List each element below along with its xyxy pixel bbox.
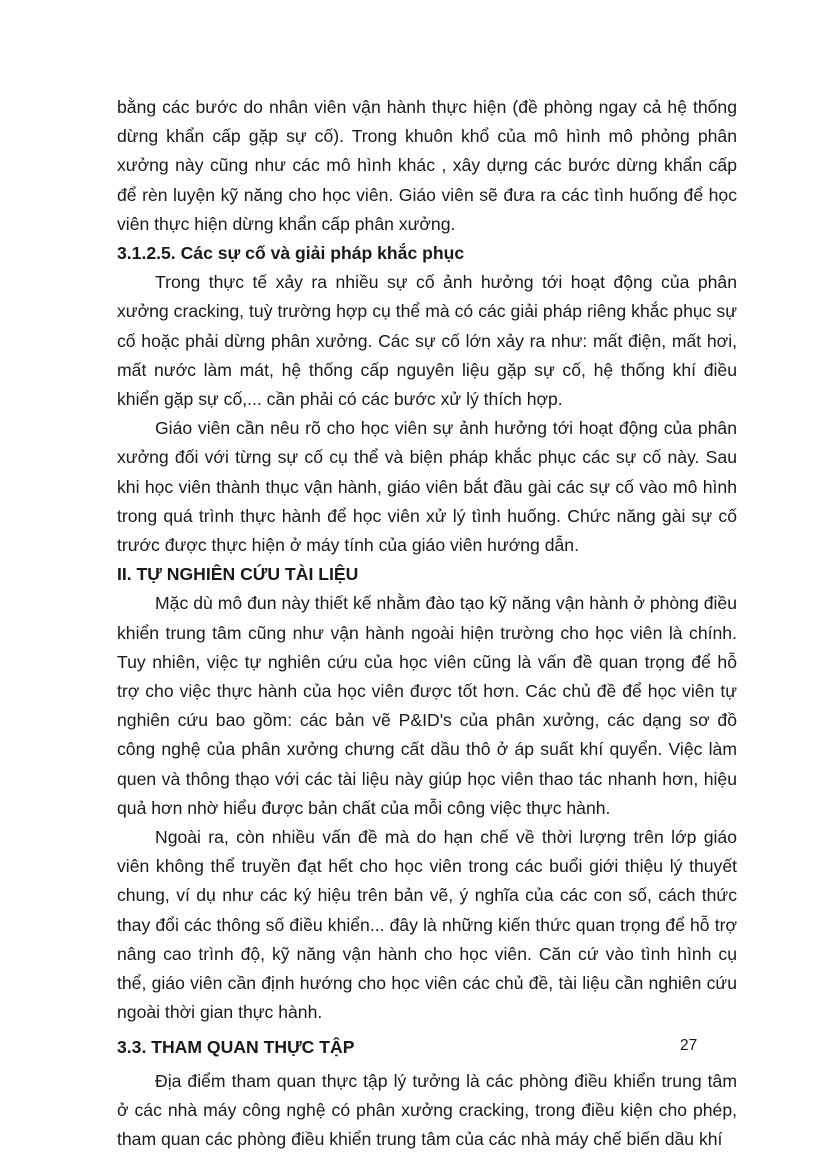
paragraph-self-study: Mặc dù mô đun này thiết kế nhằm đào tạo kỹ năng vận hành ở phòng điều khiển trung tâm cũng như vận hành ngoài hiện trường cho học viên là chính. Tuy nhiên, việc tự nghiên cứu của học viên cũng là vấn đề quan trọng để hỗ trợ cho việc thực hành của học viên được tốt hơn. Các chủ đề để học viên tự nghiên cứu bao gồm: các bản vẽ P&ID's của phân xưởng, các dạng sơ đồ công nghệ của phân xưởng chưng cất dầu thô ở áp suất khí quyển. Việc làm quen và thông thạo với các tài liệu này giúp học viên thao tác nhanh hơn, hiệu quả hơn nhờ hiểu được bản chất của mỗi công việc thực hành. bbox=[117, 593, 737, 818]
paragraph-field-visit: Địa điểm tham quan thực tập lý tưởng là các phòng điều khiển trung tâm ở các nhà máy công nghệ có phân xưởng cracking, trong điều kiện cho phép, tham quan các phòng điều khiển trung tâm của các nhà máy chế biến dầu khí bbox=[117, 1070, 737, 1150]
paragraph-incidents: Trong thực tế xảy ra nhiều sự cố ảnh hưởng tới hoạt động của phân xưởng cracking, tuỳ trường hợp cụ thể mà có các giải pháp riêng khắc phục sự cố hoặc phải dừng phân xưởng. Các sự cố lớn xảy ra như: mất điện, mất hơi, mất nước làm mát, hệ thống cấp nguyên liệu gặp sự cố, hệ thống khí điều khiển gặp sự cố,... cần phải có các bước xử lý thích hợp. bbox=[117, 272, 737, 410]
paragraph-additional-topics: Ngoài ra, còn nhiều vấn đề mà do hạn chế về thời lượng trên lớp giáo viên không thể truyền đạt hết cho học viên trong các buổi giới thiệu lý thuyết chung, ví dụ như các ký hiệu trên bản vẽ, ý nghĩa của các con số, cách thức thay đổi các thông số điều khiển... đây là những kiến thức quan trọng để hỗ trợ nâng cao trình độ, kỹ năng vận hành cho học viên. Căn cứ vào tình hình cụ thể, giáo viên cần định hướng cho học viên các chủ đề, tài liệu cần nghiên cứu ngoài thời gian thực hành. bbox=[117, 827, 737, 1023]
heading-incidents-solutions: 3.1.2.5. Các sự cố và giải pháp khắc phục bbox=[117, 243, 465, 264]
heading-field-visit: 3.3. THAM QUAN THỰC TẬP bbox=[117, 1036, 355, 1057]
paragraph-emergency-stop: bằng các bước do nhân viên vận hành thực hiện (đề phòng ngay cả hệ thống dừng khẩn cấp gặp sự cố). Trong khuôn khổ của mô hình mô phỏng phân xưởng này cũng như các mô hình khác , xây dựng các bước dừng khẩn cấp để rèn luyện kỹ năng cho học viên. Giáo viên sẽ đưa ra các tình huống để học viên thực hiện dừng khẩn cấp phân xưởng. bbox=[117, 97, 737, 234]
document-page bbox=[117, 93, 737, 1154]
heading-self-study: II. TỰ NGHIÊN CỨU TÀI LIỆU bbox=[117, 564, 359, 585]
page-number: 27 bbox=[680, 1037, 698, 1054]
paragraph-teacher-incidents: Giáo viên cần nêu rõ cho học viên sự ảnh hưởng tới hoạt động của phân xưởng đối với từng sự cố cụ thể và biện pháp khắc phục các sự cố này. Sau khi học viên thành thục vận hành, giáo viên bắt đầu gài các sự cố vào mô hình trong quá trình thực hành để học viên xử lý tình huống. Chức năng gài sự cố trước được thực hiện ở máy tính của giáo viên hướng dẫn. bbox=[117, 418, 737, 556]
